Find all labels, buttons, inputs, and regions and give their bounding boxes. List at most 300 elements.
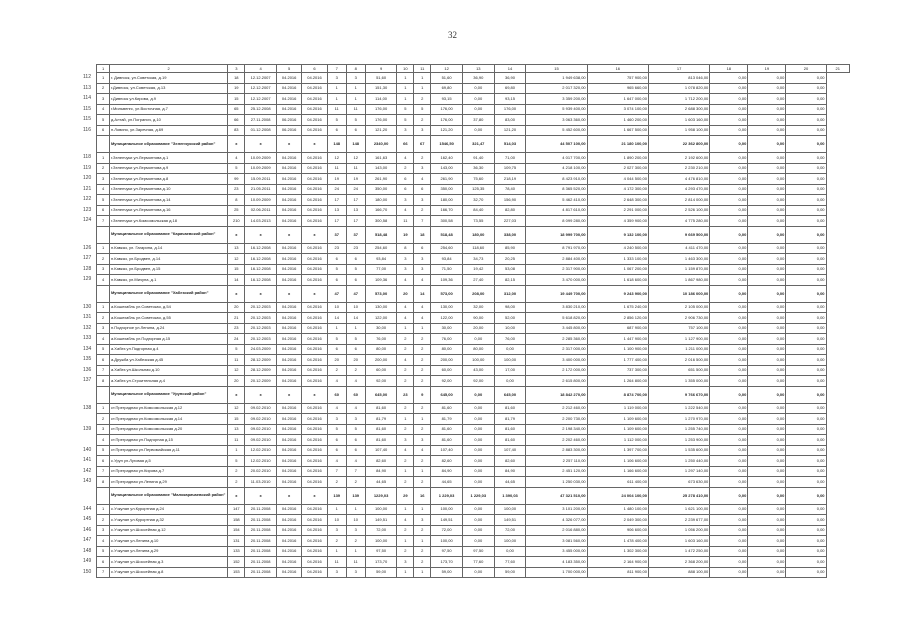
- data-cell: 0,00: [786, 435, 826, 446]
- address-cell: а.Дружба ул.Хабезская д.45: [109, 355, 227, 366]
- group-row: [82, 136, 850, 153]
- data-cell: 2: [228, 466, 245, 477]
- data-cell: 4: [397, 302, 414, 313]
- table-row: [82, 264, 850, 275]
- address-cell: г.Зеленчуки ул.Комсомольская д.18: [109, 216, 227, 227]
- data-cell: 12.02.2010: [245, 456, 277, 467]
- data-cell: 2 317 900,00: [526, 264, 587, 275]
- data-cell: 4: [414, 302, 431, 313]
- data-cell: 4: [346, 403, 365, 414]
- data-cell: 76,00: [431, 334, 463, 345]
- data-cell: 107,40: [365, 445, 397, 456]
- row-side-number: 127: [83, 255, 92, 262]
- data-cell: 122,00: [431, 313, 463, 324]
- data-cell: 11: [327, 557, 346, 568]
- data-cell: 16: [414, 487, 431, 504]
- data-cell: 1 667 500,00: [587, 125, 648, 136]
- data-cell: 24.03.2009: [245, 344, 277, 355]
- data-cell: 0,00: [710, 557, 748, 568]
- data-cell: 0,00: [786, 386, 826, 403]
- data-cell: 2: [397, 344, 414, 355]
- row-side-number: 135: [83, 356, 92, 363]
- data-cell: 04.2016: [302, 355, 327, 366]
- data-cell: 11: [327, 104, 346, 115]
- data-cell: 12: [228, 254, 245, 265]
- data-cell: 5 618 820,00: [526, 313, 587, 324]
- data-cell: 2: [397, 376, 414, 387]
- data-cell: 122,00: [365, 313, 397, 324]
- data-cell: 2: [414, 344, 431, 355]
- data-cell: 2: [414, 424, 431, 435]
- address-cell: а.Кошехабль ул.Советская, д.55: [109, 313, 227, 324]
- data-cell: 5 939 400,00: [526, 104, 587, 115]
- data-cell: 5: [346, 334, 365, 345]
- data-cell: 1 067 200,00: [587, 264, 648, 275]
- data-cell: 0,00: [494, 376, 526, 387]
- data-cell: 47: [346, 285, 365, 302]
- data-cell: 0,00: [710, 466, 748, 477]
- row-number: 4: [97, 275, 110, 286]
- data-cell: 20.12.2003: [245, 302, 277, 313]
- table-row: [82, 557, 850, 568]
- data-cell: 99: [228, 174, 245, 185]
- data-cell: 4: [414, 313, 431, 324]
- data-cell: 1 119 000,00: [587, 403, 648, 414]
- data-cell: 04.2016: [302, 344, 327, 355]
- address-cell: п.Кавказ, ул.Мичуна, д.1: [109, 275, 227, 286]
- row-number: 4: [97, 435, 110, 446]
- data-cell: 0,00: [748, 546, 786, 557]
- data-cell: 338,00: [494, 226, 526, 243]
- data-cell: 10: [327, 515, 346, 526]
- data-cell: 12: [327, 153, 346, 164]
- data-cell: 04.2016: [276, 445, 301, 456]
- data-cell: 0,00: [710, 365, 748, 376]
- data-cell: 3: [397, 435, 414, 446]
- address-cell: ст.Преградная ул.Комсомольская д.14: [109, 414, 227, 425]
- row-number: 6: [97, 355, 110, 366]
- data-cell: 0,00: [748, 424, 786, 435]
- data-cell: 5: [397, 104, 414, 115]
- group-row: [82, 226, 850, 243]
- data-cell: 1: [414, 536, 431, 547]
- data-cell: 3: [414, 264, 431, 275]
- data-cell: 2: [414, 355, 431, 366]
- data-cell: x: [302, 136, 327, 153]
- table-row: [82, 254, 850, 265]
- row-side-number: [82, 136, 97, 153]
- data-cell: 1 390,03: [494, 487, 526, 504]
- data-cell: 98,00: [494, 302, 526, 313]
- row-number: 7: [97, 466, 110, 477]
- data-cell: 0,00: [748, 163, 786, 174]
- data-cell: 69,80: [494, 83, 526, 94]
- data-cell: 0,00: [710, 504, 748, 515]
- data-cell: 04.2016: [276, 414, 301, 425]
- row-side-number: 137: [83, 377, 92, 384]
- data-cell: 0,00: [786, 525, 826, 536]
- data-cell: 9 243 900,00: [587, 285, 648, 302]
- data-cell: 0,00: [786, 376, 826, 387]
- data-cell: 12.12.2007: [245, 94, 277, 105]
- data-cell: 2: [414, 334, 431, 345]
- data-cell: 04.2016: [276, 174, 301, 185]
- data-cell: 1 890 200,00: [587, 153, 648, 164]
- data-cell: 04.2016: [276, 254, 301, 265]
- data-cell: 0,00: [710, 525, 748, 536]
- data-cell: 2 814 000,00: [648, 195, 709, 206]
- data-cell: 0,00: [710, 313, 748, 324]
- data-cell: 9 669 500,00: [648, 226, 709, 243]
- data-cell: 0,00: [710, 334, 748, 345]
- data-cell: 91,40: [462, 153, 494, 164]
- data-cell: 16.12.2008: [245, 243, 277, 254]
- data-cell: 93,84: [365, 254, 397, 265]
- data-cell: 10,00: [494, 323, 526, 334]
- data-cell: 176,00: [365, 115, 397, 126]
- data-cell: 21 180 100,00: [587, 136, 648, 153]
- data-cell: x: [228, 285, 245, 302]
- housing-table: [82, 64, 850, 578]
- address-cell: г.Зеленчуки ул.Лермонтова д.9: [109, 163, 227, 174]
- data-cell: 47: [327, 285, 346, 302]
- data-cell: 60: [327, 386, 346, 403]
- data-cell: 29: [397, 487, 414, 504]
- data-cell: 0,00: [710, 243, 748, 254]
- data-cell: 8: [397, 243, 414, 254]
- data-cell: 16.12.2008: [245, 254, 277, 265]
- data-cell: 254,60: [365, 243, 397, 254]
- data-cell: 0,00: [748, 125, 786, 136]
- data-cell: 149,51: [494, 515, 526, 526]
- data-cell: 0,00: [748, 525, 786, 536]
- address-cell: а.Кошехабль ул.Советская, д.54: [109, 302, 227, 313]
- data-cell: 4 044 500,00: [587, 174, 648, 185]
- data-cell: 81,60: [494, 403, 526, 414]
- data-cell: 04.2016: [276, 195, 301, 206]
- data-cell: 3: [414, 435, 431, 446]
- data-cell: 44,65: [431, 477, 463, 488]
- data-cell: 4 326 077,00: [526, 515, 587, 526]
- data-cell: 0,00: [786, 104, 826, 115]
- data-cell: 04.2016: [302, 83, 327, 94]
- data-cell: 0,00: [462, 403, 494, 414]
- data-cell: 81,60: [494, 424, 526, 435]
- data-cell: 149,51: [431, 515, 463, 526]
- data-cell: 1 302 300,00: [587, 546, 648, 557]
- data-cell: 12: [346, 153, 365, 164]
- data-cell: 06.2016: [276, 115, 301, 126]
- data-cell: 3 470 000,00: [526, 275, 587, 286]
- data-cell: 32,70: [462, 195, 494, 206]
- data-cell: 1 333 100,00: [587, 254, 648, 265]
- data-cell: 72,00: [365, 525, 397, 536]
- data-cell: 8 099 280,00: [526, 216, 587, 227]
- data-cell: 04.2016: [276, 163, 301, 174]
- data-cell: 757 100,00: [648, 323, 709, 334]
- row-side-number: 136: [83, 366, 92, 373]
- row-number: 6: [97, 205, 110, 216]
- data-cell: 350,00: [431, 184, 463, 195]
- address-cell: с.Учкулан ул.Курортная д.24: [109, 504, 227, 515]
- data-cell: 176,00: [365, 104, 397, 115]
- data-cell: 04.2016: [302, 94, 327, 105]
- address-cell: п.Кавказ, ул. Гагарина, д.14: [109, 243, 227, 254]
- data-cell: 1: [414, 73, 431, 84]
- data-cell: 6: [327, 125, 346, 136]
- data-cell: 0,00: [786, 153, 826, 164]
- data-cell: 2: [414, 525, 431, 536]
- data-cell: 81,60: [365, 403, 397, 414]
- data-cell: 1: [327, 323, 346, 334]
- data-cell: 36,90: [494, 73, 526, 84]
- data-cell: 0,00: [748, 73, 786, 84]
- data-cell: 11.03.2010: [245, 477, 277, 488]
- table-row: [82, 195, 850, 206]
- data-cell: 04.2016: [276, 477, 301, 488]
- data-cell: 16.12.2008: [245, 264, 277, 275]
- row-number: 3: [97, 94, 110, 105]
- data-cell: 0,00: [748, 414, 786, 425]
- data-cell: 04.2016: [276, 567, 301, 578]
- data-cell: 4: [346, 456, 365, 467]
- data-cell: 20.11.2008: [245, 557, 277, 568]
- data-cell: 0,00: [710, 477, 748, 488]
- address-cell: г.Зеленчуки ул.Лермонтова д.10: [109, 184, 227, 195]
- data-cell: 0,00: [786, 477, 826, 488]
- data-cell: 2 172 000,00: [526, 365, 587, 376]
- row-number: 8: [97, 376, 110, 387]
- data-cell: x: [302, 487, 327, 504]
- data-cell: 51,60: [365, 73, 397, 84]
- data-cell: 04.2016: [276, 323, 301, 334]
- data-cell: 2 451 120,00: [526, 466, 587, 477]
- data-cell: 20.11.2008: [245, 546, 277, 557]
- data-cell: 14: [414, 285, 431, 302]
- data-cell: 82,60: [494, 456, 526, 467]
- table-row: [82, 83, 850, 94]
- data-cell: 04.2016: [276, 557, 301, 568]
- data-cell: 2: [397, 365, 414, 376]
- data-cell: 0,00: [710, 567, 748, 578]
- data-cell: 19 449 700,00: [526, 285, 587, 302]
- data-cell: 133: [228, 546, 245, 557]
- address-cell: г. Дивноск, ул.Советская, д.19: [109, 73, 227, 84]
- data-cell: 0,00: [710, 323, 748, 334]
- data-cell: 2 239 677,00: [648, 515, 709, 526]
- data-cell: 04.2016: [276, 83, 301, 94]
- data-cell: 81,79: [494, 414, 526, 425]
- data-cell: 0,00: [710, 264, 748, 275]
- row-number: 6: [97, 125, 110, 136]
- row-number: 5: [97, 445, 110, 456]
- data-cell: 0,00: [748, 487, 786, 504]
- data-cell: 77,60: [462, 557, 494, 568]
- data-cell: 04.2016: [302, 477, 327, 488]
- data-cell: 3: [346, 73, 365, 84]
- data-cell: 6: [414, 243, 431, 254]
- data-cell: 0,00: [748, 365, 786, 376]
- data-cell: 11: [228, 355, 245, 366]
- data-cell: 1 472 250,00: [648, 546, 709, 557]
- data-cell: 80,00: [431, 344, 463, 355]
- address-cell: п.Подгорное ул.Ленина, д.24: [109, 323, 227, 334]
- data-cell: 0,00: [710, 104, 748, 115]
- data-cell: 0,00: [462, 515, 494, 526]
- data-cell: 0,00: [786, 275, 826, 286]
- data-cell: 2 884 400,00: [526, 254, 587, 265]
- data-cell: 0,00: [748, 216, 786, 227]
- data-cell: 04.2016: [276, 515, 301, 526]
- address-cell: г.Зеленчуки ул.Лермонтова д.14: [109, 195, 227, 206]
- data-cell: 04.2016: [276, 403, 301, 414]
- table-row: [82, 567, 850, 578]
- data-cell: 1 463 300,00: [648, 254, 709, 265]
- data-cell: x: [302, 285, 327, 302]
- data-cell: 118,60: [462, 243, 494, 254]
- header-cell: 17: [648, 65, 709, 73]
- data-cell: 04.2016: [276, 435, 301, 446]
- row-side-number: 146: [83, 526, 92, 533]
- data-cell: 15: [228, 414, 245, 425]
- data-cell: 2: [327, 365, 346, 376]
- data-cell: 2 368 200,00: [648, 557, 709, 568]
- data-cell: 173,70: [431, 557, 463, 568]
- row-side-number: 131: [83, 314, 92, 321]
- data-cell: 0,00: [462, 414, 494, 425]
- data-cell: 04.2016: [302, 435, 327, 446]
- data-cell: 100,00: [494, 536, 526, 547]
- row-side-number: 119: [83, 164, 91, 171]
- data-cell: 2 016 880,00: [526, 525, 587, 536]
- table-row: [82, 477, 850, 488]
- header-cell: 16: [587, 65, 648, 73]
- table-row: [82, 376, 850, 387]
- data-cell: 1 078 820,00: [648, 83, 709, 94]
- data-cell: 2: [397, 163, 414, 174]
- data-cell: 156,90: [494, 195, 526, 206]
- data-cell: 3: [397, 125, 414, 136]
- data-cell: 0,00: [462, 477, 494, 488]
- data-cell: 18: [414, 226, 431, 243]
- data-cell: 1: [414, 323, 431, 334]
- data-cell: 04.2016: [276, 94, 301, 105]
- data-cell: 5 462 410,00: [526, 195, 587, 206]
- data-cell: 0,00: [748, 435, 786, 446]
- data-cell: 1 603 160,00: [648, 536, 709, 547]
- data-cell: 83,00: [494, 115, 526, 126]
- data-cell: 0,00: [710, 355, 748, 366]
- data-cell: 0,00: [710, 414, 748, 425]
- data-cell: 04.2016: [302, 174, 327, 185]
- data-cell: 4: [414, 275, 431, 286]
- data-cell: 04.2016: [302, 275, 327, 286]
- data-cell: 04.2016: [276, 536, 301, 547]
- data-cell: 93,84: [431, 254, 463, 265]
- data-cell: 0,00: [748, 567, 786, 578]
- data-cell: 757 900,00: [587, 73, 648, 84]
- data-cell: 254,60: [431, 243, 463, 254]
- data-cell: 3: [327, 414, 346, 425]
- data-cell: 3: [414, 163, 431, 174]
- table-row: [82, 153, 850, 164]
- data-cell: 139: [346, 487, 365, 504]
- data-cell: 2 164 900,00: [587, 557, 648, 568]
- data-cell: 04.2016: [276, 264, 301, 275]
- row-number: 1: [97, 504, 110, 515]
- data-cell: 100,00: [431, 504, 463, 515]
- data-cell: 4 359 900,00: [587, 216, 648, 227]
- row-number: 3: [97, 323, 110, 334]
- header-cell: 8: [346, 65, 365, 73]
- data-cell: 0,00: [786, 243, 826, 254]
- data-cell: 176,00: [431, 115, 463, 126]
- data-cell: 2: [346, 536, 365, 547]
- data-cell: 1: [346, 546, 365, 557]
- header-cell: 6: [302, 65, 327, 73]
- data-cell: 1: [397, 73, 414, 84]
- data-cell: x: [276, 226, 301, 243]
- data-cell: 36,90: [462, 73, 494, 84]
- data-cell: 1 255 740,00: [648, 424, 709, 435]
- data-cell: 9 132 100,00: [587, 226, 648, 243]
- data-cell: 15: [228, 94, 245, 105]
- data-cell: 4 775 280,00: [648, 216, 709, 227]
- table-row: [82, 355, 850, 366]
- data-cell: 0,00: [786, 536, 826, 547]
- data-cell: 04.2016: [276, 153, 301, 164]
- row-side-number: 115: [83, 116, 91, 123]
- header-cell: 2: [109, 65, 227, 73]
- data-cell: 04.2016: [302, 195, 327, 206]
- data-cell: 23: [346, 243, 365, 254]
- data-cell: 4: [327, 403, 346, 414]
- data-cell: 1 270 970,00: [648, 414, 709, 425]
- data-cell: 0,00: [786, 403, 826, 414]
- data-cell: 2 906 730,00: [648, 313, 709, 324]
- data-cell: 10: [346, 515, 365, 526]
- data-cell: 0,00: [748, 184, 786, 195]
- data-cell: 3: [327, 73, 346, 84]
- data-cell: 04.2016: [276, 376, 301, 387]
- data-cell: 01.12.2008: [245, 125, 277, 136]
- data-cell: 8 791 970,00: [526, 243, 587, 254]
- data-cell: 2 257 110,00: [526, 456, 587, 467]
- data-cell: 10.09.2009: [245, 195, 277, 206]
- data-cell: 2 105 000,00: [648, 302, 709, 313]
- data-cell: 173,70: [365, 557, 397, 568]
- data-cell: 1: [397, 466, 414, 477]
- data-cell: 0,00: [462, 424, 494, 435]
- data-cell: 0,00: [786, 302, 826, 313]
- data-cell: 44,65: [494, 477, 526, 488]
- row-side-number: [82, 226, 97, 243]
- data-cell: 1 675 240,00: [587, 302, 648, 313]
- data-cell: 76,00: [494, 334, 526, 345]
- data-cell: 1 712 200,00: [648, 94, 709, 105]
- data-cell: 10: [346, 302, 365, 313]
- data-cell: 1 535 600,00: [648, 445, 709, 456]
- data-cell: 04.2016: [302, 313, 327, 324]
- data-cell: 0,00: [710, 275, 748, 286]
- data-cell: 0,00: [748, 195, 786, 206]
- data-cell: 0,00: [786, 557, 826, 568]
- address-cell: с.Учкулан ул.Курортная д.32: [109, 515, 227, 526]
- address-cell: д.Алтай, ул.Погранич, д.10: [109, 115, 227, 126]
- header-cell: 13: [462, 65, 494, 73]
- data-cell: 04.2016: [302, 403, 327, 414]
- data-cell: 906 600,00: [587, 525, 648, 536]
